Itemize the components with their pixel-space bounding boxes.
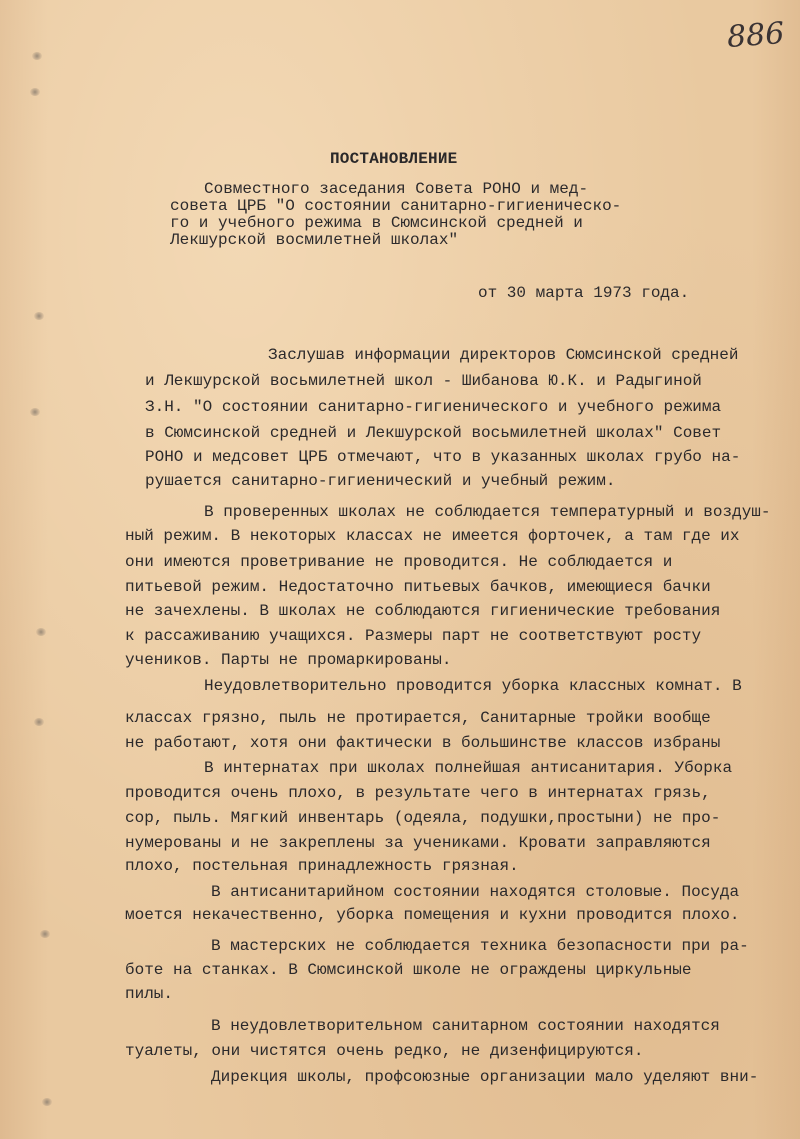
body-line: в Сюмсинской средней и Лекшурской восьмилетней школах" Совет [145, 424, 722, 442]
body-line: плохо, постельная принадлежность грязная. [125, 857, 519, 875]
binding-hole-mark [32, 52, 42, 60]
binding-hole-mark [36, 628, 46, 636]
body-line: не зачехлены. В школах не соблюдаются гигиенические требования [125, 602, 721, 620]
body-line: туалеты, они чистятся очень редко, не дизенфицируются. [125, 1042, 644, 1060]
body-line: проводится очень плохо, в результате чего в интернатах грязь, [125, 784, 711, 802]
body-line: В неудовлетворительном санитарном состоянии находятся [211, 1017, 720, 1035]
body-line: В мастерских не соблюдается техника безопасности при ра- [211, 937, 749, 955]
body-line: классах грязно, пыль не протирается, Санитарные тройки вообще [125, 709, 711, 727]
document-title: ПОСТАНОВЛЕНИЕ [330, 150, 458, 168]
binding-hole-mark [30, 88, 40, 96]
body-line: учеников. Парты не промаркированы. [125, 651, 452, 669]
binding-hole-mark [34, 718, 44, 726]
body-line: нумерованы и не закреплены за учениками. Кровати заправляются [125, 834, 711, 852]
body-line: сор, пыль. Мягкий инвентарь (одеяла, подушки,простыни) не про- [125, 809, 721, 827]
body-line: Неудовлетворительно проводится уборка классных комнат. В [204, 677, 742, 695]
body-line: ный режим. В некоторых классах не имеется форточек, а там где их [125, 527, 740, 545]
body-line: Заслушав информации директоров Сюмсинской средней [268, 346, 739, 364]
binding-hole-mark [34, 312, 44, 320]
body-line: моется некачественно, уборка помещения и кухни проводится плохо. [125, 906, 740, 924]
body-line: питьевой режим. Недостаточно питьевых бачков, имеющиеся бачки [125, 578, 711, 596]
binding-hole-mark [40, 930, 50, 938]
subtitle-line: го и учебного режима в Сюмсинской средней и [170, 214, 583, 232]
body-line: боте на станках. В Сюмсинской школе не ограждены циркульные [125, 961, 692, 979]
body-line: они имеются проветривание не проводится. Не соблюдается и [125, 553, 673, 571]
body-line: не работают, хотя они фактически в большинстве классов избраны [125, 734, 721, 752]
binding-hole-mark [30, 408, 40, 416]
page-number: 886 [725, 16, 786, 55]
document-subtitle [170, 181, 690, 249]
subtitle-line: Лекшурской восмилетней школах" [170, 231, 459, 249]
body-line: к рассаживанию учащихся. Размеры парт не соответствуют росту [125, 627, 702, 645]
subtitle-line: совета ЦРБ "О состоянии санитарно-гигиеническо- [170, 197, 622, 215]
body-line: В проверенных школах не соблюдается температурный и воздуш- [204, 503, 771, 521]
binding-hole-mark [42, 1098, 52, 1106]
body-line: Дирекция школы, профсоюзные организации мало уделяют вни- [211, 1068, 759, 1086]
document-date: от 30 марта 1973 года. [478, 284, 690, 302]
body-line: З.Н. "О состоянии санитарно-гигиенического и учебного режима [145, 398, 722, 416]
body-line: пилы. [125, 985, 174, 1003]
body-line: В интернатах при школах полнейшая антисанитария. Уборка [204, 759, 733, 777]
body-line: рушается санитарно-гигиенический и учебный режим. [145, 472, 616, 490]
body-line: В антисанитарийном состоянии находятся столовые. Посуда [211, 883, 740, 901]
subtitle-line: Совместного заседания Совета РОНО и мед- [204, 180, 589, 198]
body-line: РОНО и медсовет ЦРБ отмечают, что в указанных школах грубо на- [145, 448, 741, 466]
body-line: и Лекшурской восьмилетней школ - Шибанова Ю.К. и Радыгиной [145, 372, 702, 390]
